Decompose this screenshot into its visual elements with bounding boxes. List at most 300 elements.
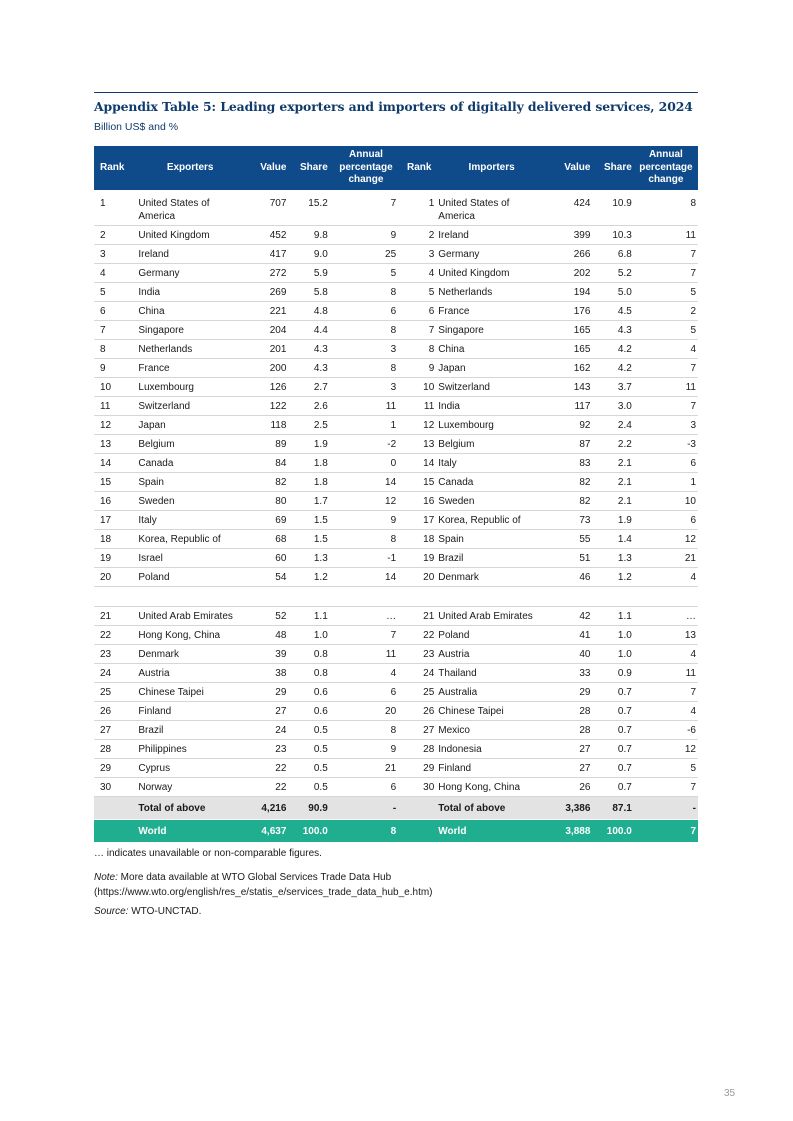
cell-exporter: United Arab Emirates <box>136 607 244 626</box>
cell-value-importers: 33 <box>547 664 593 683</box>
cell-value-importers: 41 <box>547 626 593 645</box>
cell-importer: Denmark <box>436 568 547 587</box>
cell-value: 200 <box>244 359 288 378</box>
cell-value-importers: 83 <box>547 454 593 473</box>
cell-rank-importers: 25 <box>402 683 436 702</box>
cell-exporter: Norway <box>136 778 244 797</box>
cell-change: -1 <box>330 549 402 568</box>
world-share: 100.0 <box>288 820 329 842</box>
cell-share-importers: 1.2 <box>592 568 633 587</box>
cell-share-importers: 3.7 <box>592 378 633 397</box>
cell-change-importers: 12 <box>634 740 698 759</box>
page-number: 35 <box>724 1088 736 1099</box>
world-rank-cell <box>94 820 136 842</box>
cell-value: 89 <box>244 435 288 454</box>
cell-value-importers: 194 <box>547 283 593 302</box>
cell-value: 23 <box>244 740 288 759</box>
table-row <box>94 607 698 626</box>
cell-share-importers: 0.7 <box>592 721 633 740</box>
cell-share: 1.5 <box>288 511 329 530</box>
cell-value: 417 <box>244 245 288 264</box>
cell-rank: 8 <box>94 340 136 359</box>
cell-rank-importers: 18 <box>402 530 436 549</box>
table-row <box>94 492 698 511</box>
cell-change-importers: 7 <box>634 778 698 797</box>
cell-rank-importers: 11 <box>402 397 436 416</box>
cell-change: 4 <box>330 664 402 683</box>
cell-exporter: United States of America <box>136 190 244 226</box>
cell-change: … <box>330 607 402 626</box>
cell-change-importers: 10 <box>634 492 698 511</box>
table-row <box>94 283 698 302</box>
cell-change: 14 <box>330 473 402 492</box>
cell-importer: United Arab Emirates <box>436 607 547 626</box>
cell-exporter: Ireland <box>136 245 244 264</box>
cell-share: 0.8 <box>288 645 329 664</box>
cell-rank: 4 <box>94 264 136 283</box>
cell-share-importers: 5.2 <box>592 264 633 283</box>
table-row <box>94 683 698 702</box>
cell-share: 4.8 <box>288 302 329 321</box>
table-row <box>94 511 698 530</box>
cell-share: 0.5 <box>288 778 329 797</box>
note-url: (https://www.wto.org/english/res_e/statis_e/services_trade_data_hub_e.htm) <box>94 887 433 898</box>
cell-rank-importers: 15 <box>402 473 436 492</box>
cell-change-importers: 5 <box>634 759 698 778</box>
cell-rank-importers: 22 <box>402 626 436 645</box>
world-label: World <box>136 820 244 842</box>
cell-value: 204 <box>244 321 288 340</box>
cell-value-importers: 117 <box>547 397 593 416</box>
cell-rank-importers: 9 <box>402 359 436 378</box>
cell-rank-importers: 16 <box>402 492 436 511</box>
cell-share: 1.1 <box>288 607 329 626</box>
cell-exporter: Italy <box>136 511 244 530</box>
unavailable-note: … indicates unavailable or non-comparable figures. <box>94 848 322 859</box>
cell-change-importers: 4 <box>634 702 698 721</box>
cell-value: 221 <box>244 302 288 321</box>
cell-importer: China <box>436 340 547 359</box>
cell-value: 52 <box>244 607 288 626</box>
header-exporters: Exporters <box>136 146 244 190</box>
cell-value-importers: 28 <box>547 702 593 721</box>
cell-value: 118 <box>244 416 288 435</box>
cell-change-importers: … <box>634 607 698 626</box>
cell-share: 1.2 <box>288 568 329 587</box>
cell-share: 1.8 <box>288 473 329 492</box>
cell-importer: Belgium <box>436 435 547 454</box>
cell-rank: 27 <box>94 721 136 740</box>
source-text: WTO-UNCTAD. <box>128 906 202 917</box>
table-row <box>94 568 698 587</box>
table-row <box>94 321 698 340</box>
table-row <box>94 664 698 683</box>
cell-importer: Spain <box>436 530 547 549</box>
cell-change-importers: 13 <box>634 626 698 645</box>
cell-importer: Chinese Taipei <box>436 702 547 721</box>
total-rank-cell <box>94 797 136 820</box>
world-share-importers: 100.0 <box>592 820 633 842</box>
cell-rank-importers: 28 <box>402 740 436 759</box>
cell-share: 0.5 <box>288 740 329 759</box>
cell-change: 7 <box>330 190 402 226</box>
cell-rank-importers: 12 <box>402 416 436 435</box>
total-change: - <box>330 797 402 820</box>
cell-change: 3 <box>330 378 402 397</box>
cell-share-importers: 10.3 <box>592 226 633 245</box>
cell-share: 1.9 <box>288 435 329 454</box>
table-notes <box>94 846 433 919</box>
cell-change-importers: 5 <box>634 321 698 340</box>
cell-value: 68 <box>244 530 288 549</box>
table-row <box>94 530 698 549</box>
cell-exporter: China <box>136 302 244 321</box>
cell-rank: 7 <box>94 321 136 340</box>
cell-rank: 17 <box>94 511 136 530</box>
cell-value: 24 <box>244 721 288 740</box>
cell-value-importers: 143 <box>547 378 593 397</box>
cell-value-importers: 165 <box>547 340 593 359</box>
cell-share-importers: 2.1 <box>592 492 633 511</box>
cell-value-importers: 51 <box>547 549 593 568</box>
table-row <box>94 226 698 245</box>
data-note <box>94 870 433 885</box>
cell-rank-importers: 23 <box>402 645 436 664</box>
cell-value: 452 <box>244 226 288 245</box>
table-row <box>94 740 698 759</box>
cell-rank-importers: 26 <box>402 702 436 721</box>
cell-importer: Hong Kong, China <box>436 778 547 797</box>
cell-importer: Poland <box>436 626 547 645</box>
cell-importer: United States of America <box>436 190 547 226</box>
cell-exporter: Denmark <box>136 645 244 664</box>
cell-change: 9 <box>330 226 402 245</box>
table-row <box>94 702 698 721</box>
cell-share-importers: 2.2 <box>592 435 633 454</box>
cell-share: 1.0 <box>288 626 329 645</box>
cell-rank-importers: 13 <box>402 435 436 454</box>
cell-rank-importers: 30 <box>402 778 436 797</box>
table-row <box>94 378 698 397</box>
cell-rank: 15 <box>94 473 136 492</box>
cell-exporter: Hong Kong, China <box>136 626 244 645</box>
cell-exporter: Luxembourg <box>136 378 244 397</box>
cell-share-importers: 1.3 <box>592 549 633 568</box>
header-row <box>94 146 698 190</box>
cell-rank: 26 <box>94 702 136 721</box>
cell-exporter: Belgium <box>136 435 244 454</box>
cell-importer: Brazil <box>436 549 547 568</box>
cell-change-importers: 4 <box>634 568 698 587</box>
top-rule <box>94 92 698 93</box>
cell-share: 2.7 <box>288 378 329 397</box>
cell-exporter: Spain <box>136 473 244 492</box>
cell-value-importers: 40 <box>547 645 593 664</box>
cell-change-importers: 11 <box>634 664 698 683</box>
cell-change-importers: 7 <box>634 264 698 283</box>
cell-importer: Sweden <box>436 492 547 511</box>
cell-change: -2 <box>330 435 402 454</box>
cell-change: 9 <box>330 740 402 759</box>
cell-value-importers: 424 <box>547 190 593 226</box>
table-row <box>94 302 698 321</box>
cell-change: 8 <box>330 359 402 378</box>
cell-exporter: Germany <box>136 264 244 283</box>
cell-change-importers: -3 <box>634 435 698 454</box>
world-value-importers: 3,888 <box>547 820 593 842</box>
cell-value: 84 <box>244 454 288 473</box>
table-row <box>94 416 698 435</box>
cell-value-importers: 165 <box>547 321 593 340</box>
cell-rank: 11 <box>94 397 136 416</box>
cell-change-importers: 2 <box>634 302 698 321</box>
cell-share-importers: 2.1 <box>592 454 633 473</box>
cell-rank: 21 <box>94 607 136 626</box>
cell-change: 20 <box>330 702 402 721</box>
cell-change-importers: 7 <box>634 359 698 378</box>
cell-exporter: Brazil <box>136 721 244 740</box>
cell-importer: Germany <box>436 245 547 264</box>
cell-importer: Finland <box>436 759 547 778</box>
table-row <box>94 190 698 226</box>
cell-change-importers: 5 <box>634 283 698 302</box>
cell-share-importers: 0.7 <box>592 759 633 778</box>
cell-value: 82 <box>244 473 288 492</box>
cell-rank-importers: 4 <box>402 264 436 283</box>
cell-exporter: Netherlands <box>136 340 244 359</box>
cell-value: 69 <box>244 511 288 530</box>
cell-value-importers: 202 <box>547 264 593 283</box>
cell-change: 8 <box>330 530 402 549</box>
cell-change-importers: 12 <box>634 530 698 549</box>
cell-value-importers: 55 <box>547 530 593 549</box>
cell-importer: Austria <box>436 645 547 664</box>
world-change-importers: 7 <box>634 820 698 842</box>
table-row <box>94 645 698 664</box>
cell-importer: Canada <box>436 473 547 492</box>
cell-change: 6 <box>330 302 402 321</box>
cell-exporter: India <box>136 283 244 302</box>
cell-importer: India <box>436 397 547 416</box>
cell-share: 4.4 <box>288 321 329 340</box>
total-row <box>94 797 698 820</box>
cell-value: 60 <box>244 549 288 568</box>
table-row <box>94 759 698 778</box>
cell-change-importers: 21 <box>634 549 698 568</box>
cell-share-importers: 4.2 <box>592 340 633 359</box>
cell-rank: 22 <box>94 626 136 645</box>
cell-rank: 25 <box>94 683 136 702</box>
cell-exporter: Finland <box>136 702 244 721</box>
cell-value: 22 <box>244 759 288 778</box>
table-title: Appendix Table 5: Leading exporters and importers of digitally delivered services, 2024 <box>94 99 693 114</box>
cell-value: 27 <box>244 702 288 721</box>
table-row <box>94 454 698 473</box>
cell-value: 80 <box>244 492 288 511</box>
cell-change-importers: -6 <box>634 721 698 740</box>
cell-share-importers: 2.1 <box>592 473 633 492</box>
cell-change: 6 <box>330 683 402 702</box>
cell-importer: Thailand <box>436 664 547 683</box>
cell-exporter: Austria <box>136 664 244 683</box>
cell-value: 48 <box>244 626 288 645</box>
table-row <box>94 340 698 359</box>
cell-value: 201 <box>244 340 288 359</box>
table-row <box>94 435 698 454</box>
cell-rank-importers: 1 <box>402 190 436 226</box>
cell-change: 1 <box>330 416 402 435</box>
cell-rank: 3 <box>94 245 136 264</box>
cell-share: 1.8 <box>288 454 329 473</box>
cell-rank: 12 <box>94 416 136 435</box>
cell-change: 25 <box>330 245 402 264</box>
cell-share: 1.3 <box>288 549 329 568</box>
cell-importer: Korea, Republic of <box>436 511 547 530</box>
cell-importer: Australia <box>436 683 547 702</box>
header-rank: Rank <box>94 146 136 190</box>
cell-importer: Indonesia <box>436 740 547 759</box>
cell-importer: Japan <box>436 359 547 378</box>
cell-rank: 13 <box>94 435 136 454</box>
header-value: Value <box>244 146 288 190</box>
table-row <box>94 549 698 568</box>
cell-exporter: Chinese Taipei <box>136 683 244 702</box>
total-change-importers: - <box>634 797 698 820</box>
cell-value: 22 <box>244 778 288 797</box>
cell-exporter: France <box>136 359 244 378</box>
table-row <box>94 721 698 740</box>
cell-rank: 23 <box>94 645 136 664</box>
cell-rank: 9 <box>94 359 136 378</box>
cell-importer: Luxembourg <box>436 416 547 435</box>
cell-rank: 20 <box>94 568 136 587</box>
cell-rank: 16 <box>94 492 136 511</box>
cell-value-importers: 266 <box>547 245 593 264</box>
header-importers: Importers <box>436 146 547 190</box>
cell-change-importers: 4 <box>634 645 698 664</box>
cell-exporter: Philippines <box>136 740 244 759</box>
table-row <box>94 397 698 416</box>
cell-rank: 1 <box>94 190 136 226</box>
cell-share-importers: 1.1 <box>592 607 633 626</box>
cell-change: 14 <box>330 568 402 587</box>
total-share: 90.9 <box>288 797 329 820</box>
cell-share: 2.5 <box>288 416 329 435</box>
cell-share: 4.3 <box>288 359 329 378</box>
table-subtitle: Billion US$ and % <box>94 121 179 133</box>
cell-share: 15.2 <box>288 190 329 226</box>
section-gap-row <box>94 587 698 607</box>
cell-share-importers: 4.5 <box>592 302 633 321</box>
cell-exporter: Sweden <box>136 492 244 511</box>
cell-change: 5 <box>330 264 402 283</box>
cell-rank: 19 <box>94 549 136 568</box>
cell-change: 8 <box>330 721 402 740</box>
note-label: Note: <box>94 872 118 883</box>
cell-rank-importers: 19 <box>402 549 436 568</box>
cell-value-importers: 27 <box>547 759 593 778</box>
cell-change: 8 <box>330 321 402 340</box>
cell-value: 54 <box>244 568 288 587</box>
cell-share: 5.8 <box>288 283 329 302</box>
cell-importer: Switzerland <box>436 378 547 397</box>
header-value-importers: Value <box>547 146 593 190</box>
cell-importer: France <box>436 302 547 321</box>
cell-share-importers: 4.3 <box>592 321 633 340</box>
cell-rank-importers: 21 <box>402 607 436 626</box>
cell-rank-importers: 27 <box>402 721 436 740</box>
total-share-importers: 87.1 <box>592 797 633 820</box>
cell-exporter: Poland <box>136 568 244 587</box>
cell-rank: 10 <box>94 378 136 397</box>
cell-exporter: Japan <box>136 416 244 435</box>
table-row <box>94 359 698 378</box>
cell-rank-importers: 14 <box>402 454 436 473</box>
cell-change-importers: 3 <box>634 416 698 435</box>
cell-value-importers: 29 <box>547 683 593 702</box>
cell-rank-importers: 17 <box>402 511 436 530</box>
cell-value-importers: 399 <box>547 226 593 245</box>
cell-rank-importers: 29 <box>402 759 436 778</box>
header-share-importers: Share <box>592 146 633 190</box>
cell-share: 2.6 <box>288 397 329 416</box>
cell-share: 4.3 <box>288 340 329 359</box>
cell-rank-importers: 3 <box>402 245 436 264</box>
cell-share: 0.6 <box>288 702 329 721</box>
cell-value-importers: 73 <box>547 511 593 530</box>
world-rank-cell-importers <box>402 820 436 842</box>
cell-value-importers: 82 <box>547 492 593 511</box>
cell-share-importers: 0.9 <box>592 664 633 683</box>
cell-value-importers: 82 <box>547 473 593 492</box>
cell-value-importers: 46 <box>547 568 593 587</box>
cell-share-importers: 0.7 <box>592 683 633 702</box>
cell-value: 122 <box>244 397 288 416</box>
cell-importer: Netherlands <box>436 283 547 302</box>
cell-change-importers: 1 <box>634 473 698 492</box>
cell-share-importers: 2.4 <box>592 416 633 435</box>
cell-share: 9.8 <box>288 226 329 245</box>
cell-change-importers: 11 <box>634 226 698 245</box>
cell-value: 39 <box>244 645 288 664</box>
cell-share-importers: 10.9 <box>592 190 633 226</box>
cell-share-importers: 0.7 <box>592 778 633 797</box>
cell-change: 6 <box>330 778 402 797</box>
total-label: Total of above <box>136 797 244 820</box>
total-label-importers: Total of above <box>436 797 547 820</box>
cell-change: 8 <box>330 283 402 302</box>
cell-value-importers: 162 <box>547 359 593 378</box>
cell-rank: 14 <box>94 454 136 473</box>
cell-exporter: Israel <box>136 549 244 568</box>
cell-value: 29 <box>244 683 288 702</box>
cell-share-importers: 0.7 <box>592 740 633 759</box>
cell-share-importers: 5.0 <box>592 283 633 302</box>
table-row <box>94 264 698 283</box>
cell-share-importers: 1.4 <box>592 530 633 549</box>
cell-value: 126 <box>244 378 288 397</box>
cell-rank: 6 <box>94 302 136 321</box>
cell-value-importers: 87 <box>547 435 593 454</box>
cell-exporter: Canada <box>136 454 244 473</box>
cell-value-importers: 26 <box>547 778 593 797</box>
cell-value-importers: 27 <box>547 740 593 759</box>
cell-rank-importers: 5 <box>402 283 436 302</box>
world-change: 8 <box>330 820 402 842</box>
table-row <box>94 245 698 264</box>
cell-value-importers: 42 <box>547 607 593 626</box>
cell-change-importers: 6 <box>634 454 698 473</box>
